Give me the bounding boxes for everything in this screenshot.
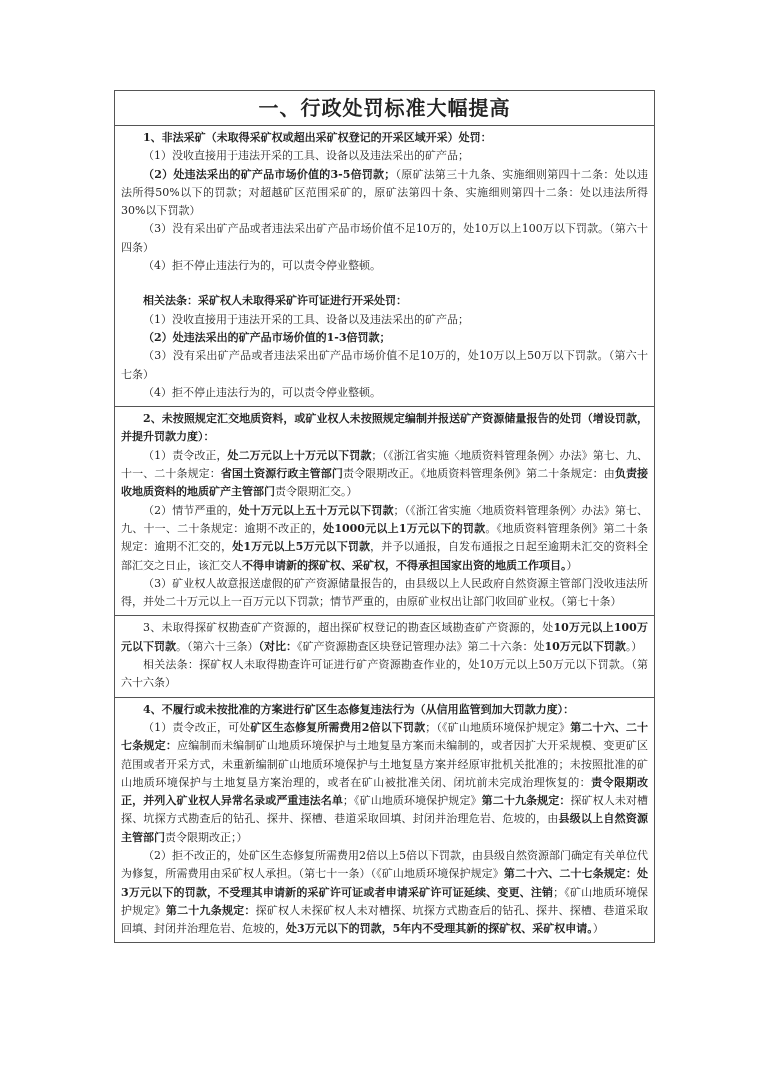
paragraph: （2）处违法采出的矿产品市场价值的3-5倍罚款；（原矿法第三十九条、实施细则第四十二条：处以违法所得50%以下的罚款；对超越矿区范围采矿的，原矿法第四十条、实施细则第四十二条：处以违法所得30%以下罚款） bbox=[121, 167, 649, 218]
paragraph: （1）责令改正，处二万元以上十万元以下罚款；（《浙江省实施〈地质资料管理条例〉办法》第七、九、十一、二十条规定：省国土资源行政主管部门责令限期改正。《地质资料管理条例》第二十条规定：由负责接收地质资料的地质矿产主管部门责令限期汇交。） bbox=[121, 448, 649, 499]
paragraph: （3）矿业权人故意报送虚假的矿产资源储量报告的，由县级以上人民政府自然资源主管部门没收违法所得，并处二十万元以上一百万元以下罚款；情节严重的，由原矿业权出让部门收回矿业权。（第七十条） bbox=[121, 576, 648, 609]
section-geological-data bbox=[115, 407, 654, 616]
section-ecological-restoration bbox=[115, 698, 654, 943]
paragraph: （4）拒不停止违法行为的，可以责令停业整顿。 bbox=[143, 259, 381, 273]
paragraph: （1）没收直接用于违法开采的工具、设备以及违法采出的矿产品； bbox=[143, 312, 469, 326]
paragraph: （2）情节严重的，处十万元以上五十万元以下罚款；（《浙江省实施〈地质资料管理条例〉办法》第七、九、十一、二十条规定：逾期不改正的，处1000元以上1万元以下的罚款。《地质资料管理条例》第二十条规定：逾期不汇交的，处1万元以上5万元以下罚款，并予以通报，自发布通报之日起至逾期未汇交的资料全部汇交之日止，该汇交人不得申请新的探矿权、采矿权，不得承担国家出资的地质工作项目。） bbox=[121, 503, 649, 572]
section-exploration bbox=[115, 616, 654, 697]
paragraph: （2）处违法采出的矿产品市场价值的1-3倍罚款； bbox=[143, 330, 391, 344]
section-illegal-mining bbox=[115, 126, 654, 407]
section-heading: 2、未按照规定汇交地质资料，或矿业权人未按照规定编制并报送矿产资源储量报告的处罚（增设罚款，并提升罚款力度）： bbox=[121, 412, 648, 444]
penalty-document bbox=[114, 90, 655, 943]
page-title: 一、行政处罚标准大幅提高 bbox=[115, 91, 654, 126]
paragraph: （3）没有采出矿产品或者违法采出矿产品市场价值不足10万的，处10万以上100万以下罚款。（第六十四条） bbox=[121, 222, 648, 254]
paragraph: （4）拒不停止违法行为的，可以责令停业整顿。 bbox=[143, 385, 381, 399]
paragraph: （1）责令改正，可处矿区生态修复所需费用2倍以下罚款；（《矿山地质环境保护规定》第二十六、二十七条规定：应编制而未编制矿山地质环境保护与土地复垦方案而未编制的，或者因扩大开采规模、变更矿区范围或者开采方式，未重新编制矿山地质环境保护与土地复垦方案并经原审批机关批准的；未按照批准的矿山地质环境保护与土地复垦方案治理的，或者在矿山被批准关闭、闭坑前未完成治理恢复的：责令限期改正，并列入矿业权人异常名录或严重违法名单；《矿山地质环境保护规定》第二十九条规定：探矿权人未对槽探、坑探方式勘查后的钻孔、探井、探槽、巷道采取回填、封闭并治理危岩、危坡的，由县级以上自然资源主管部门责令限期改正；） bbox=[121, 720, 649, 844]
paragraph: 3、未取得探矿权勘查矿产资源的，超出探矿权登记的勘查区域勘查矿产资源的，处10万元以上100万元以下罚款。（第六十三条）（对比：《矿产资源勘查区块登记管理办法》第二十六条：处10万元以下罚款。） bbox=[121, 621, 648, 653]
section-heading: 4、不履行或未按批准的方案进行矿区生态修复违法行为（从信用监管到加大罚款力度）： bbox=[143, 702, 575, 716]
paragraph: 相关法条：探矿权人未取得勘查许可证进行矿产资源勘查作业的，处10万元以上50万元以下罚款。（第六十六条） bbox=[121, 658, 648, 690]
paragraph: （3）没有采出矿产品或者违法采出矿产品市场价值不足10万的，处10万以上50万以下罚款。（第六十七条） bbox=[121, 349, 648, 381]
related-heading: 相关法条：采矿权人未取得采矿许可证进行开采处罚： bbox=[143, 294, 407, 308]
paragraph: （1）没收直接用于违法开采的工具、设备以及违法采出的矿产品； bbox=[143, 149, 469, 163]
section-heading: 1、非法采矿（未取得采矿权或超出采矿权登记的开采区域开采）处罚： bbox=[143, 131, 492, 144]
paragraph: （2）拒不改正的，处矿区生态修复所需费用2倍以上5倍以下罚款，由县级自然资源部门确定有关单位代为修复，所需费用由采矿权人承担。（第七十一条）（《矿山地质环境保护规定》第二十六、二十七条规定：处3万元以下的罚款，不受理其申请新的采矿许可证或者申请采矿许可证延续、变更、注销；《矿山地质环境保护规定》第二十九条规定：探矿权人未探矿权人未对槽探、坑探方式勘查后的钻孔、探井、探槽、巷道采取回填、封闭并治理危岩、危坡的，处3万元以下的罚款，5年内不受理其新的探矿权、采矿权申请。） bbox=[121, 848, 649, 936]
